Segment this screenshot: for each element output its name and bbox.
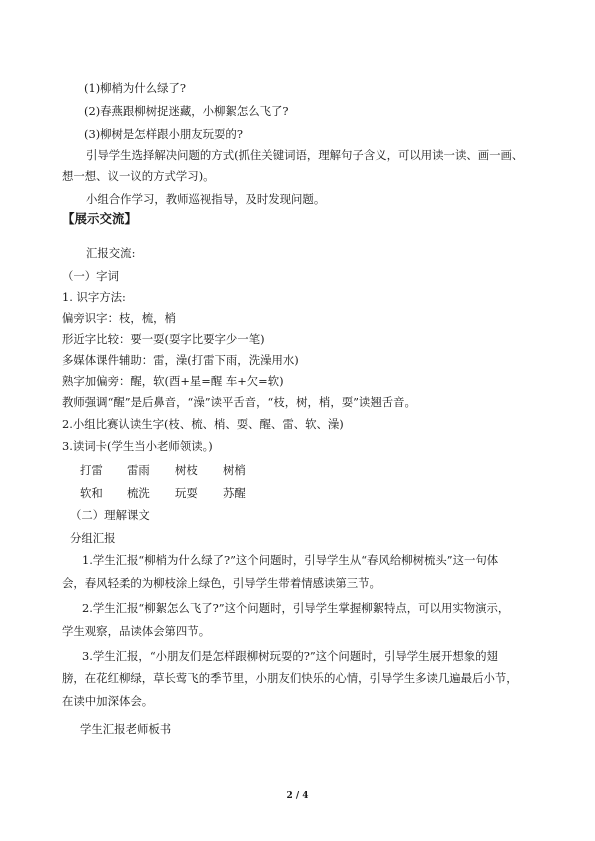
word-card: 软和 [80, 486, 103, 500]
report-paragraph-line: 3.学生汇报，“小朋友们是怎样跟柳树玩耍的?”这个问题时，引导学生展开想象的翅 [82, 649, 498, 663]
method-item: 多媒体课件辅助：雷，澡(打雷下雨，洗澡用水) [62, 353, 299, 367]
question-1: (1)柳梢为什么绿了? [84, 81, 186, 95]
subsection-2-heading: （二）理解课文 [70, 508, 150, 522]
method-item: 教师强调“醒”是后鼻音，“澡”读平舌音，“枝，树，梢，耍”读翘舌音。 [62, 395, 416, 409]
word-card: 树梢 [223, 463, 246, 477]
word-card: 苏醒 [223, 486, 246, 500]
word-card: 树枝 [175, 463, 198, 477]
word-card: 雷雨 [127, 463, 150, 477]
question-2: (2)春燕跟柳树捉迷藏，小柳絮怎么飞了? [84, 104, 289, 118]
method-item: 3.读词卡(学生当小老师领读。) [62, 439, 213, 453]
group-work-text: 小组合作学习，教师巡视指导，及时发现问题。 [86, 192, 326, 206]
report-paragraph-line: 膀，在花红柳绿，草长莺飞的季节里，小朋友们快乐的心情，引导学生多读几遍最后小节， [62, 671, 518, 685]
report-paragraph-line: 会，春风轻柔的为柳枝涂上绿色，引导学生带着情感读第三节。 [62, 576, 381, 590]
report-paragraph-line: 1.学生汇报“柳梢为什么绿了?”这个问题时，引导学生从“春风给柳树梳头”这一句体 [82, 553, 499, 567]
method-item: 熟字加偏旁：醒，软(酉+星=醒 车+欠=软) [62, 374, 284, 388]
word-card: 梳洗 [127, 486, 150, 500]
word-card: 打雷 [80, 463, 103, 477]
method-item: 形近字比较：要一耍(耍字比要字少一笔) [62, 332, 265, 346]
board-note: 学生汇报老师板书 [80, 722, 172, 736]
subsection-1-heading: （一）字词 [62, 269, 119, 283]
report-paragraph-line: 学生观察，品读体会第四节。 [62, 624, 211, 638]
guide-paragraph-line-1: 引导学生选择解决问题的方式(抓住关键词语，理解句子含义，可以用读一读、画一画、 [86, 148, 524, 162]
report-paragraph-line: 在读中加深体会。 [62, 694, 154, 708]
guide-paragraph-line-2: 想一想、议一议的方式学习)。 [62, 169, 215, 183]
method-item: 偏旁识字：枝，梳，梢 [62, 311, 176, 325]
method-item: 2.小组比赛认读生字(枝、梳、梢、耍、醒、雷、软、澡) [62, 417, 344, 431]
report-paragraph-line: 2.学生汇报“柳絮怎么飞了?”这个问题时，引导学生掌握柳絮特点，可以用实物演示， [82, 601, 510, 615]
word-card: 玩耍 [175, 486, 198, 500]
group-report-label: 分组汇报 [70, 531, 116, 545]
method-title: 1. 识字方法: [62, 290, 126, 304]
question-3: (3)柳树是怎样跟小朋友玩耍的? [84, 127, 243, 141]
section-heading: 【展示交流】 [62, 211, 138, 226]
page-number: 2 / 4 [286, 791, 309, 801]
report-exchange-label: 汇报交流: [86, 246, 136, 260]
